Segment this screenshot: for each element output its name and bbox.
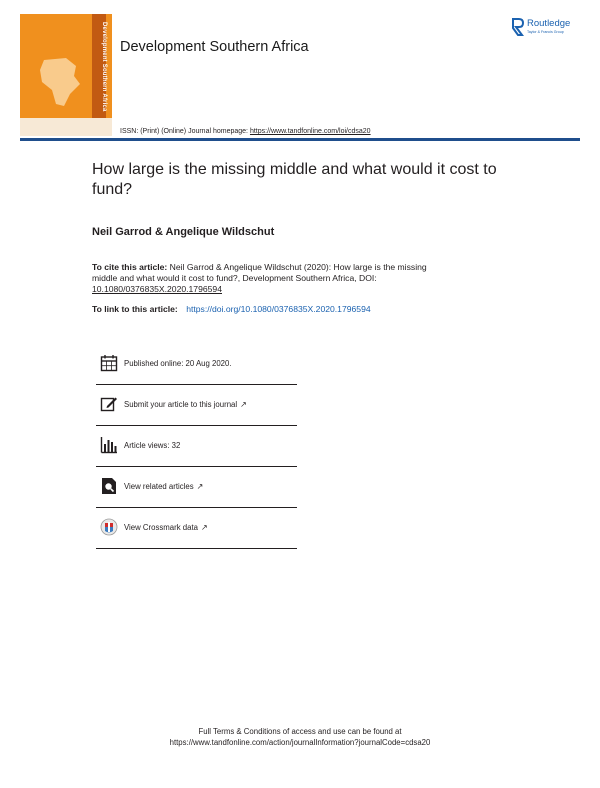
external-link-icon: ↗: [240, 400, 247, 409]
africa-map-graphic: [36, 54, 82, 110]
article-views-row: [96, 427, 297, 468]
row-divider: [96, 507, 297, 508]
citation-doi-link[interactable]: 10.1080/0376835X.2020.1796594: [92, 284, 222, 294]
citation-label: To cite this article:: [92, 262, 168, 272]
cover-title: Development Southern Africa: [101, 22, 107, 112]
footer-line-1: Full Terms & Conditions of access and use can be found at: [198, 727, 402, 736]
row-divider: [96, 425, 297, 426]
row-divider: [96, 548, 297, 549]
row-divider: [96, 466, 297, 467]
published-online-text: Published online: 20 Aug 2020.: [124, 359, 232, 368]
footer-terms-link[interactable]: https://www.tandfonline.com/action/journalInformation?journalCode=cdsa20: [169, 738, 431, 747]
bar-chart-icon: [100, 436, 118, 454]
publisher-name: Routledge: [527, 18, 571, 29]
pencil-icon: [100, 395, 118, 413]
routledge-r-icon: [511, 18, 524, 36]
crossmark-link[interactable]: View Crossmark data ↗: [124, 523, 208, 532]
article-views-text: Article views: 32: [124, 441, 181, 450]
crossmark-icon: [100, 518, 118, 536]
issn-label: ISSN: (Print) (Online) Journal homepage:: [120, 128, 250, 135]
journal-homepage-link[interactable]: https://www.tandfonline.com/loi/cdsa20: [249, 128, 371, 135]
journal-title: Development Southern Africa: [120, 39, 309, 55]
citation-block: [92, 262, 442, 295]
row-divider: [96, 384, 297, 385]
article-authors: Neil Garrod & Angelique Wildschut: [92, 226, 275, 238]
crossmark-row[interactable]: [96, 509, 297, 550]
article-link-line: [92, 304, 371, 314]
publisher-tagline: Taylor & Francis Group: [527, 30, 564, 34]
calendar-icon: [100, 354, 118, 372]
article-doi-link[interactable]: https://doi.org/10.1080/0376835X.2020.1796594: [186, 304, 371, 314]
link-label: To link to this article:: [92, 304, 181, 314]
external-link-icon: ↗: [196, 482, 204, 491]
related-articles-row[interactable]: [96, 468, 297, 509]
related-articles-link[interactable]: View related articles ↗: [124, 482, 204, 491]
magnifier-icon: [100, 477, 118, 495]
external-link-icon: ↗: [200, 523, 208, 532]
article-title: How large is the missing middle and what would it cost to fund?: [92, 161, 497, 198]
publisher-logo: [511, 17, 583, 41]
journal-cover-image: [20, 14, 112, 136]
issn-homepage-line: [120, 128, 371, 135]
submit-article-link[interactable]: Submit your article to this journal ↗: [124, 400, 247, 409]
terms-footer: [0, 726, 600, 748]
published-online-row: [96, 345, 297, 386]
citation-text: Neil Garrod & Angelique Wildschut (2020): How large is the missing middle and what would it cost to fund?, Development Southern Africa, DOI:: [92, 262, 427, 283]
submit-article-row[interactable]: [96, 386, 297, 427]
header-divider: [20, 138, 580, 141]
